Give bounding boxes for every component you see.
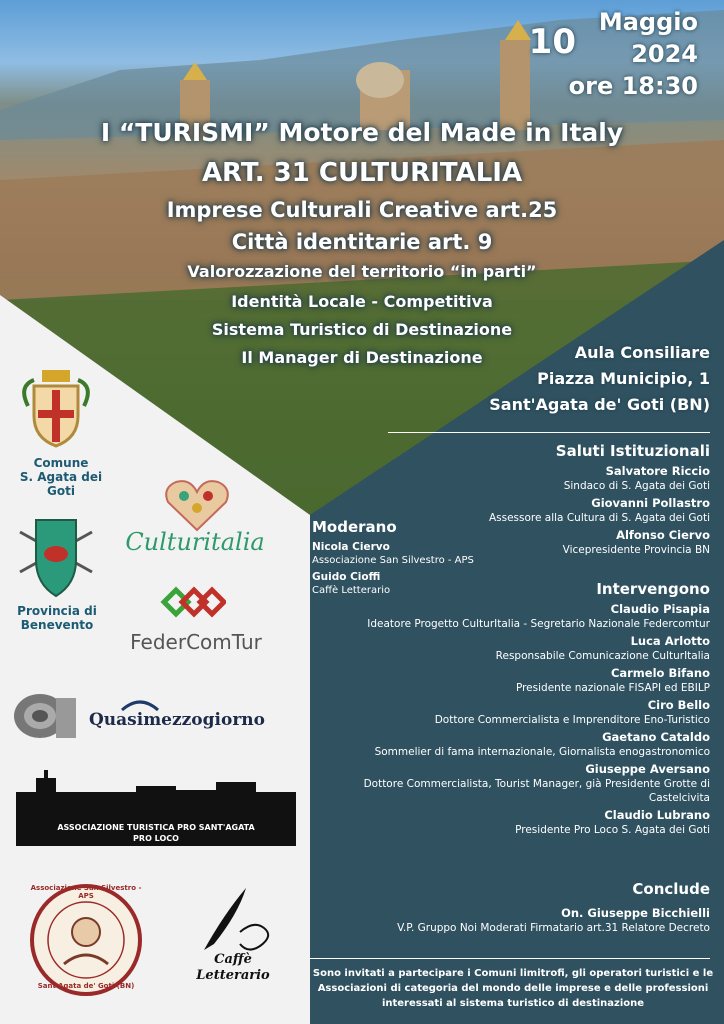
- person-role: Ideatore Progetto CulturItalia - Segretario Nazionale Federcomtur: [367, 618, 710, 630]
- headline-identita: Identità Locale - Competitiva: [231, 292, 493, 311]
- person-role: Dottore Commercialista, Tourist Manager, già Presidente Grotte di: [363, 778, 710, 790]
- person-role: Sommelier di fama internazionale, Giornalista enogastronomico: [374, 746, 710, 758]
- sansilvestro-label-bottom: Sant'Agata de' Goti (BN): [37, 982, 135, 990]
- headline-sistema: Sistema Turistico di Destinazione: [211, 320, 513, 339]
- comune-coat-of-arms-icon: [14, 366, 98, 450]
- person-role: Caffè Letterario: [312, 585, 391, 596]
- person-name: Giovanni Pollastro: [591, 496, 710, 510]
- note-line: Associazioni di categoria del mondo delle imprese e delle professioni: [317, 983, 709, 994]
- person-name: Giuseppe Aversano: [585, 762, 710, 776]
- logo-line: Provincia di: [17, 604, 97, 618]
- culturitalia-heart-icon: [162, 478, 232, 532]
- person-name: Salvatore Riccio: [605, 464, 710, 478]
- note-line: interessati al sistema turistico di destinazione: [381, 998, 645, 1009]
- federcomtur-logo: FederComTur: [130, 630, 262, 654]
- person-name: Gaetano Cataldo: [602, 730, 710, 744]
- quill-pen-icon: [184, 884, 280, 956]
- headline-manager: Il Manager di Destinazione: [241, 348, 483, 367]
- person-role: Sindaco di S. Agata dei Goti: [563, 480, 710, 492]
- person-name: Luca Arlotto: [630, 634, 710, 648]
- date-year: 2024: [631, 40, 698, 68]
- event-date: [518, 8, 698, 108]
- person-role: Presidente Pro Loco S. Agata dei Goti: [515, 824, 710, 836]
- date-time: ore 18:30: [568, 72, 698, 100]
- conclude-section: [397, 880, 710, 934]
- divider: [310, 958, 710, 959]
- logo-line: Benevento: [20, 618, 94, 632]
- federcomtur-icon: [160, 584, 226, 620]
- headline-art31: ART. 31 CULTURITALIA: [201, 158, 523, 188]
- provincia-label: [12, 604, 102, 632]
- logo-line: Comune: [33, 456, 89, 470]
- venue-line: Aula Consiliare: [574, 343, 710, 362]
- person-name: Ciro Bello: [647, 698, 710, 712]
- person-role: Associazione San Silvestro - APS: [312, 555, 474, 566]
- note-line: Sono invitati a partecipare i Comuni limitrofi, gli operatori turistici e le: [312, 968, 714, 979]
- person-name: Guido Cioffi: [312, 571, 381, 583]
- logo-line: Caffè: [214, 952, 252, 967]
- headline-art25: Imprese Culturali Creative art.25: [166, 198, 558, 222]
- logo-line: S. Agata dei Goti: [19, 470, 103, 498]
- person-role: Responsabile Comunicazione CulturItalia: [495, 650, 710, 662]
- person-role: Assessore alla Cultura di S. Agata dei Goti: [488, 512, 710, 524]
- moderano-title: Moderano: [312, 518, 397, 536]
- sansilvestro-label-top: Associazione San Silvestro - APS: [30, 884, 142, 900]
- conclude-title: Conclude: [632, 880, 710, 898]
- date-month: Maggio: [598, 8, 698, 36]
- saluti-section: [489, 442, 710, 556]
- person-name: On. Giuseppe Bicchielli: [561, 906, 710, 920]
- venue-line: Piazza Municipio, 1: [537, 369, 710, 388]
- venue-line: Sant'Agata de' Goti (BN): [489, 395, 710, 414]
- person-name: Carmelo Bifano: [610, 666, 710, 680]
- person-role: Dottore Commercialista e Imprenditore Eno-Turistico: [434, 714, 710, 726]
- divider: [388, 432, 710, 433]
- logo-line: Letterario: [196, 968, 270, 983]
- caffe-letterario-logo: [178, 952, 288, 984]
- invitation-note: [310, 966, 716, 1011]
- person-name: Alfonso Ciervo: [616, 528, 710, 542]
- person-name: Claudio Lubrano: [604, 808, 710, 822]
- venue: [489, 340, 710, 418]
- headline-art9: Città identitarie art. 9: [231, 230, 493, 254]
- comune-label: [16, 456, 106, 498]
- date-day: 10: [528, 22, 576, 62]
- intervengono-title: Intervengono: [596, 580, 710, 598]
- person-name: Claudio Pisapia: [610, 602, 710, 616]
- person-role: Presidente nazionale FISAPI ed EBILP: [515, 682, 710, 694]
- logo-line: ASSOCIAZIONE TURISTICA PRO SANT'AGATA: [57, 823, 255, 832]
- person-role: V.P. Gruppo Noi Moderati Firmatario art.31 Relatore Decreto: [397, 922, 710, 934]
- quasimezzogiorno-logo: Quasimezzogiorno: [88, 710, 265, 730]
- headline-title: I “TURISMI” Motore del Made in Italy: [100, 118, 624, 147]
- provincia-coat-of-arms-icon: [12, 512, 100, 602]
- logo-line: PRO LOCO: [133, 834, 179, 843]
- culturitalia-logo: Culturitalia: [125, 528, 265, 556]
- proloco-label: [16, 822, 296, 844]
- proloco-skyline-icon: [16, 770, 296, 800]
- person-name: Nicola Ciervo: [312, 541, 390, 553]
- intervengono-section: [364, 580, 710, 836]
- headline-valorizzazione: Valorozzazione del territorio “in parti”: [187, 262, 537, 281]
- person-role: Vicepresidente Provincia BN: [562, 544, 710, 556]
- newspaper-roll-icon: [10, 688, 80, 744]
- person-role: Castelcivita: [648, 792, 710, 804]
- saluti-title: Saluti Istituzionali: [555, 442, 710, 460]
